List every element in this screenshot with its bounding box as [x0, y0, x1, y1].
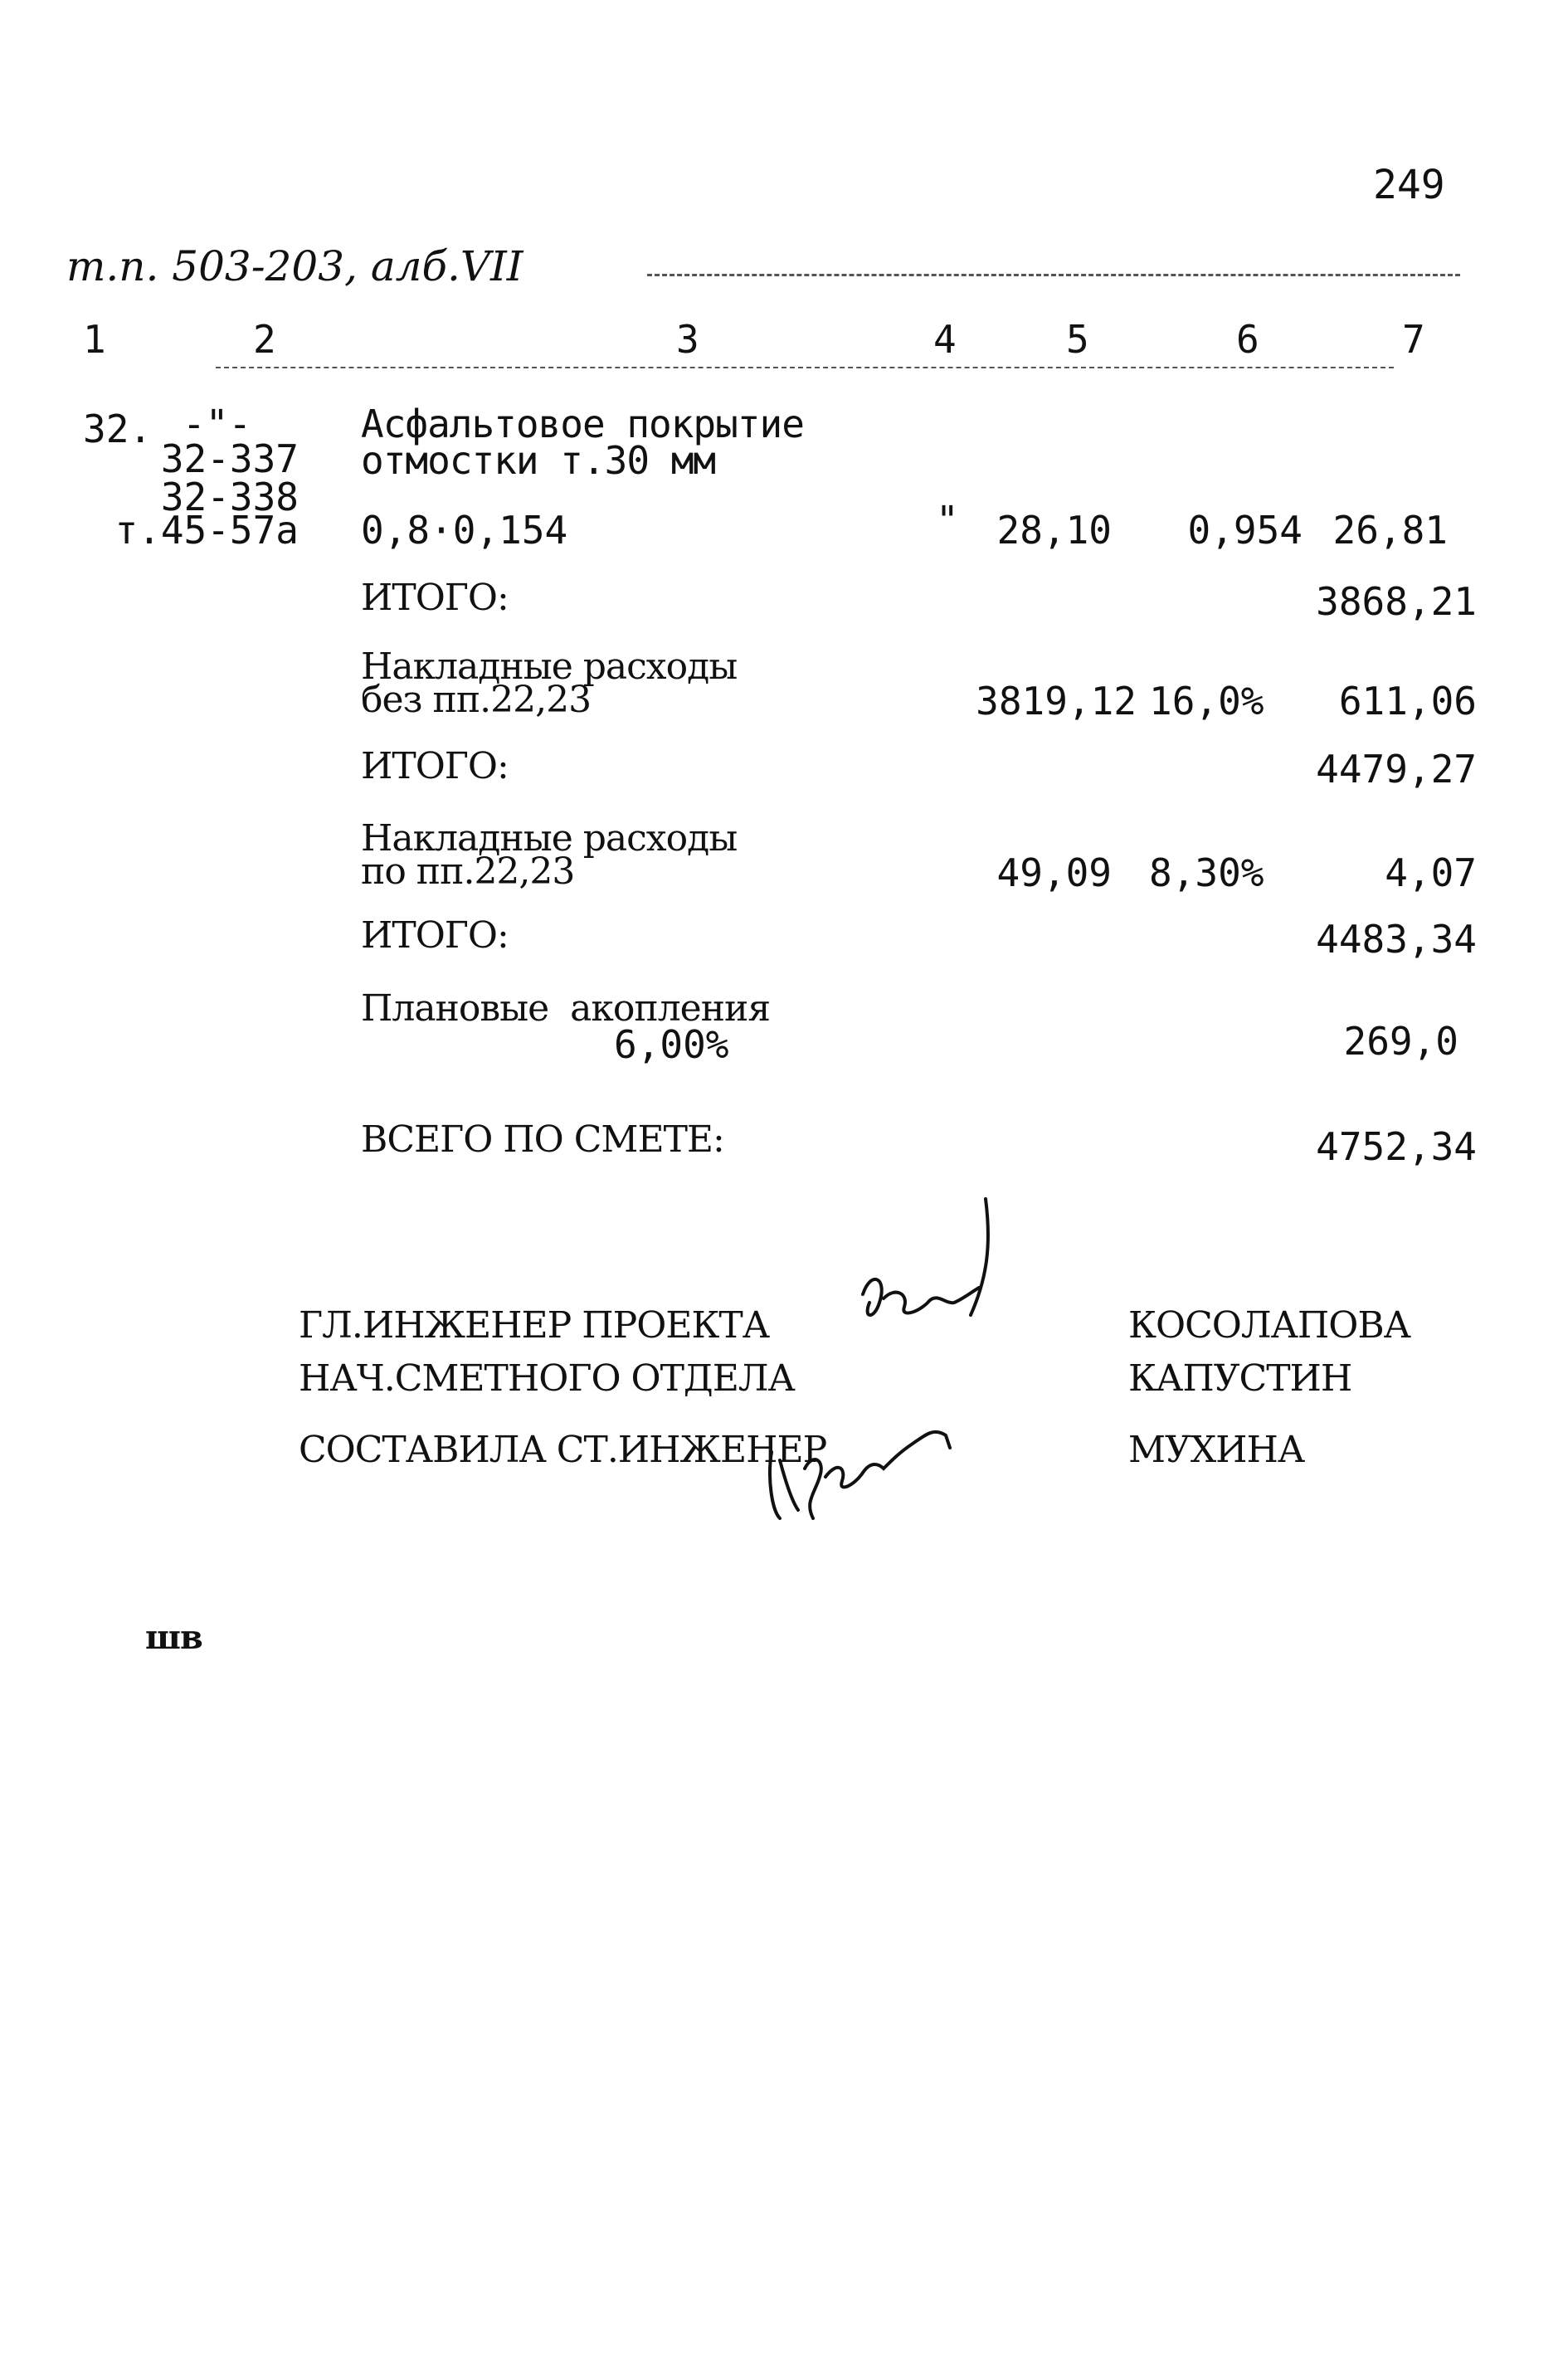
- overhead1-value: 611,06: [1338, 679, 1477, 723]
- total-value-3: 4483,34: [1316, 917, 1477, 962]
- column-number-6: 6: [1236, 317, 1259, 362]
- overhead1-rate: 16,0%: [1149, 679, 1264, 723]
- item-cost: 26,81: [1332, 508, 1448, 553]
- column-number-3: 3: [676, 317, 699, 362]
- signature-role-1: ГЛ.ИНЖЕНЕР ПРОЕКТА: [299, 1304, 770, 1347]
- overhead1-base: 3819,12: [976, 679, 1137, 723]
- signature-name-1: КОСОЛАПОВА: [1128, 1304, 1411, 1347]
- column-number-1: 1: [83, 317, 106, 362]
- handwritten-signature-1: [846, 1195, 1012, 1352]
- grand-total-label: ВСЕГО ПО СМЕТЕ:: [361, 1118, 724, 1161]
- footer-mark: шв: [145, 1618, 202, 1657]
- signature-name-2: КАПУСТИН: [1128, 1357, 1352, 1400]
- column-number-5: 5: [1066, 317, 1089, 362]
- overhead2-value: 4,07: [1385, 850, 1477, 895]
- planned-rate: 6,00%: [614, 1022, 729, 1067]
- total-label-2: ИТОГО:: [361, 745, 509, 787]
- header-reference: т.п. 503-203, алб.VII: [66, 242, 523, 290]
- item-price: 28,10: [996, 508, 1112, 553]
- overhead1-line1: Накладные расходы: [361, 645, 738, 688]
- overhead2-line1: Накладные расходы: [361, 817, 738, 860]
- column-number-4: 4: [933, 317, 957, 362]
- item-quantity: 0,954: [1187, 508, 1303, 553]
- item-code-2: 32-338: [160, 475, 299, 519]
- item-formula: 0,8·0,154: [361, 508, 568, 553]
- signature-name-3: МУХИНА: [1128, 1429, 1305, 1471]
- item-code-1: 32-337: [160, 436, 299, 481]
- overhead1-line2: без пп.22,23: [361, 679, 592, 721]
- overhead2-line2: по пп.22,23: [361, 850, 575, 893]
- planned-label: Плановые акопления: [361, 987, 771, 1030]
- total-value-1: 3868,21: [1316, 579, 1477, 624]
- item-name-line1: Асфальтовое покрытие: [361, 402, 804, 446]
- handwritten-signature-2: [747, 1394, 962, 1543]
- column-number-2: 2: [253, 317, 276, 362]
- item-code-3: т.45-57а: [114, 508, 299, 553]
- overhead2-base: 49,09: [996, 850, 1112, 895]
- column-number-7: 7: [1402, 317, 1425, 362]
- grand-total-value: 4752,34: [1316, 1124, 1477, 1169]
- total-value-2: 4479,27: [1316, 747, 1477, 792]
- planned-value: 269,0: [1343, 1019, 1458, 1064]
- item-number: 32.: [83, 407, 153, 451]
- total-label-3: ИТОГО:: [361, 914, 509, 957]
- item-unit: ": [936, 498, 959, 543]
- columns-dashed-rule: [216, 367, 1394, 368]
- total-label-1: ИТОГО:: [361, 577, 509, 619]
- item-name-line2: отмостки т.30 мм: [361, 438, 716, 483]
- header-dashed-rule: [647, 274, 1460, 276]
- signature-role-3: СОСТАВИЛА СТ.ИНЖЕНЕР: [299, 1429, 827, 1471]
- overhead2-rate: 8,30%: [1149, 850, 1264, 895]
- item-ditto: -"-: [183, 402, 252, 446]
- signature-role-2: НАЧ.СМЕТНОГО ОТДЕЛА: [299, 1357, 795, 1400]
- page-number: 249: [1373, 162, 1445, 208]
